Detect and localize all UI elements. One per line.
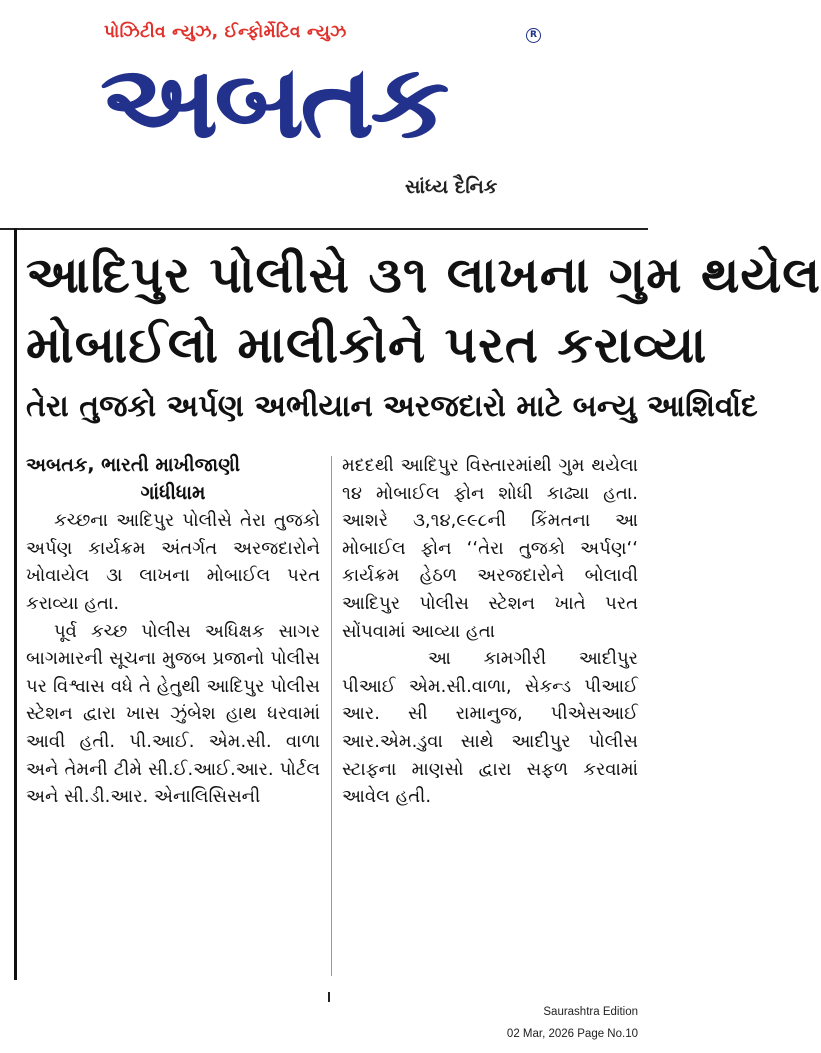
- footer-date-page: 02 Mar, 2026 Page No.10: [506, 1028, 638, 1040]
- column-divider: [331, 456, 332, 976]
- article-side-rule: [14, 228, 17, 980]
- byline: અબતક, ભારતી માખીજાણી: [26, 454, 241, 476]
- subheadline: તેરા તુજકો અર્પણ અભીયાન અરજદારો માટે બન્યુ આશિર્વાદ: [26, 389, 758, 424]
- masthead: [0, 0, 648, 222]
- page-mark: [328, 992, 330, 1002]
- article-paragraph: મદદથી આદિપુર વિસ્તારમાંથી ગુમ થયેલા ૧૪ મોબાઈલ ફોન શોધી કાઢ્યા હતા. આશરે ૩,૧૪,૯૯૮ની કિંમતના આ મોબાઈલ ફોન ‘‘તેરા તુજકો અર્પણ‘‘ કાર્યક્રમ હેઠળ અરજદારોને બોલાવી આદિપુર પોલીસ સ્ટેશન ખાતે પરત સોંપવામાં આવ્યા હતા: [342, 455, 638, 642]
- article-paragraph: આ કામગીરી આદીપુર પીઆઈ એમ.સી.વાળા, સેકન્ડ પીઆઈ આર. સી રામાનુજ, પીએસઆઈ આર.એમ.ડુવા સાથે આદીપુર પોલીસ સ્ટાફના માણસો દ્વારા સફળ કરવામાં આવેલ હતી.: [342, 648, 638, 808]
- headline-line-2: મોબાઈલો માલીકોને પરત કરાવ્યા: [26, 316, 708, 374]
- byline-place: ગાંધીધામ: [140, 481, 206, 504]
- headline-top-rule: [16, 228, 648, 230]
- article-column-right: [342, 452, 638, 811]
- article-paragraph: કચ્છના આદિપુર પોલીસે તેરા તુજકો અર્પણ કાર્યક્રમ અંતર્ગત અરજદારોને ખોવાયેલ ૩ા લાખના મોબાઈલ પરત કરાવ્યા હતા.: [26, 510, 320, 614]
- edition-type-label: સાંધ્ય દૈનિક: [405, 176, 498, 198]
- headline-line-1: આદિપુર પોલીસે ૩૧ લાખના ગુમ થયેલ: [26, 246, 821, 304]
- article-column-left: [26, 452, 320, 811]
- masthead-tagline: પોઝિટીવ ન્યુઝ, ઈન્ફોર્મેટિવ ન્યુઝ: [104, 22, 347, 42]
- article-paragraph: પૂર્વ કચ્છ પોલીસ અધિક્ષક સાગર બાગમારની સૂચના મુજબ પ્રજાનો પોલીસ પર વિશ્વાસ વધે તે હેતુથી આદિપુર પોલીસ સ્ટેશન દ્વારા ખાસ ઝુંબેશ હાથ ધરવામાં આવી હતી. પી.આઈ. એમ.સી. વાળા અને તેમની ટીમે સી.ઈ.આઈ.આર. પોર્ટલ અને સી.ડી.આર. એનાલિસિસની: [26, 620, 320, 808]
- newspaper-logo: અબતક: [100, 44, 446, 161]
- footer-edition: Saurashtra Edition: [543, 1006, 638, 1018]
- registered-mark: R: [526, 28, 541, 43]
